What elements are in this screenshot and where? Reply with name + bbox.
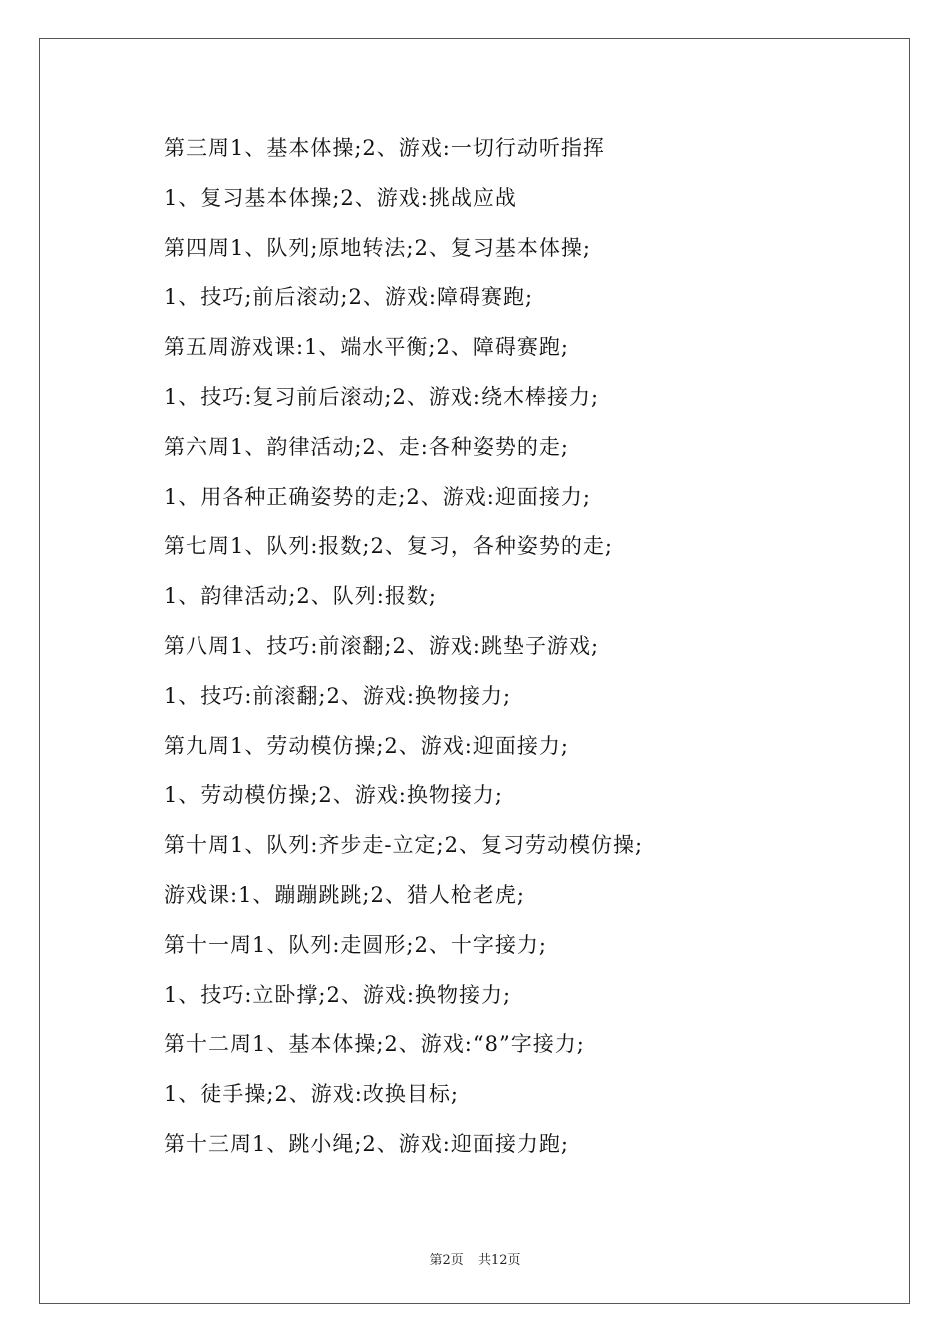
text-line: 1、用各种正确姿势的走;2、游戏:迎面接力; xyxy=(164,484,591,509)
text-line: 1、劳动模仿操;2、游戏:换物接力; xyxy=(164,783,503,808)
text-line: 第三周1、基本体操;2、游戏:一切行动听指挥 xyxy=(164,136,605,160)
text-line: 第七周1、队列:报数;2、复习，各种姿势的走; xyxy=(164,534,613,559)
text-line: 第九周1、劳动模仿操;2、游戏:迎面接力; xyxy=(164,733,569,758)
text-line: 第十一周1、队列:走圆形;2、十字接力; xyxy=(164,932,547,957)
text-line: 1、技巧:前滚翻;2、游戏:换物接力; xyxy=(164,683,512,708)
text-line: 1、韵律活动;2、队列:报数; xyxy=(164,584,437,609)
text-line: 1、技巧:立卧撑;2、游戏:换物接力; xyxy=(164,982,512,1007)
text-line: 1、徒手操;2、游戏:改换目标; xyxy=(164,1082,459,1107)
text-line: 1、复习基本体操;2、游戏:挑战应战 xyxy=(164,185,517,210)
page-total: 共12页 xyxy=(477,1253,521,1268)
text-line: 第五周游戏课:1、端水平衡;2、障碍赛跑; xyxy=(164,335,569,360)
text-line: 第十周1、队列:齐步走-立定;2、复习劳动模仿操; xyxy=(164,833,644,858)
text-line: 1、技巧:复习前后滚动;2、游戏:绕木棒接力; xyxy=(164,384,600,409)
text-line: 第十三周1、跳小绳;2、游戏:迎面接力跑; xyxy=(164,1131,569,1156)
text-line: 第八周1、技巧:前滚翻;2、游戏:跳垫子游戏; xyxy=(164,633,600,658)
text-line: 1、技巧;前后滚动;2、游戏:障碍赛跑; xyxy=(164,285,534,310)
page-number: 第2页 xyxy=(429,1253,464,1268)
text-line: 第四周1、队列;原地转法;2、复习基本体操; xyxy=(164,235,591,260)
document-body xyxy=(164,128,864,1174)
text-line: 第十二周1、基本体操;2、游戏:“8”字接力; xyxy=(164,1032,585,1057)
text-line: 游戏课:1、蹦蹦跳跳;2、猎人枪老虎; xyxy=(164,882,525,907)
text-line: 第六周1、韵律活动;2、走:各种姿势的走; xyxy=(164,434,569,459)
page-footer xyxy=(0,1249,950,1268)
